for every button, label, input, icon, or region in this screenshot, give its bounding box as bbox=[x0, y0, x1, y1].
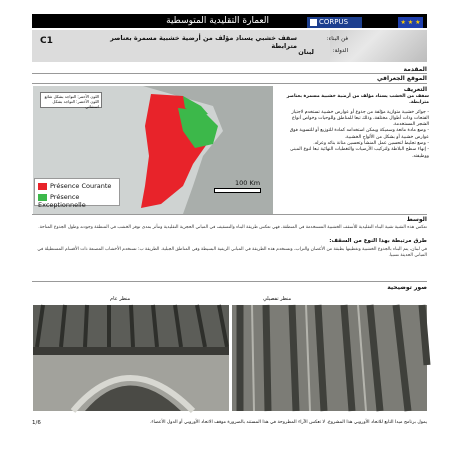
page-number: 1/6 bbox=[32, 420, 41, 426]
photo-caption-right: منظر تفصيلي bbox=[263, 296, 292, 302]
divider bbox=[32, 281, 427, 282]
divider bbox=[32, 83, 427, 84]
corpus-label: CORPUS bbox=[319, 18, 349, 26]
photo-detail-view bbox=[232, 305, 427, 411]
country-value: لبنان bbox=[298, 48, 314, 56]
scale-bar bbox=[214, 188, 261, 193]
eu-text: European Neighbourhood bbox=[428, 17, 459, 27]
photo-general-view bbox=[33, 305, 229, 411]
context-paragraph-2: في لبنان، يتم البناء بالجذوع الخشبية وتغطيتها بطبقة من الأغصان والتراب، وتستخدم هذه الطريقة في المباني الريفية البسيطة وفي المناطق الجبلية. الطريقة ب: تستخدم الأخشاب المصنعة ذات الأقسام المستطيلة في المباني الحديثة نسبيا. bbox=[37, 247, 427, 258]
key-exceptional-label: Présence Exceptionnelle bbox=[38, 193, 86, 209]
legend-line: اللون الأحمر: التواجد بشكل شائع bbox=[44, 94, 99, 99]
divider bbox=[32, 73, 427, 74]
section-geo: الموقع الجغرافي bbox=[376, 75, 427, 82]
strip-map-image bbox=[330, 30, 427, 62]
divider bbox=[32, 214, 427, 215]
section-definition: التعريف bbox=[403, 86, 427, 93]
map-key bbox=[34, 178, 120, 209]
context-paragraph: تعكس هذه التقنية تقنية البناء التقليدية للأسقف الخشبية المستخدمة في المنطقة، فهي تعكس طريقة البناء والتسقيف في المباني الحجرية التقليدية وتتأثر بمدى توفر الخشب في المنطقة وجودته وطول الجذوع المتاحة. bbox=[38, 225, 427, 230]
swatch-red-icon bbox=[38, 183, 47, 190]
eu-flag-icon: ★ ★ ★ bbox=[398, 17, 423, 28]
corpus-logo bbox=[307, 17, 362, 28]
photo-right-svg bbox=[232, 305, 427, 411]
definition-bullet: - وضع مادة مانعة وسميكة ويمكن استخدامه كمادة للتوزيع أو للتسوية فوق عوارض خشبية أو بشكل من الألواح الخشبية. bbox=[289, 128, 429, 140]
key-current-label: Présence Courante bbox=[50, 182, 112, 190]
map-legend-box bbox=[40, 92, 102, 108]
label-building: فن البناء: bbox=[326, 36, 348, 42]
definition-bullet: - وضع تجليط لتحسين عمل المنشأ وتحسين متانة بنائه وعزله. bbox=[313, 141, 429, 147]
photo-caption-left: منظر عام bbox=[110, 296, 131, 302]
doc-title: سقف خشبي يسناد مؤلف من أرضية خشبية مسمرة بعناصر مترابطة bbox=[110, 34, 297, 50]
related-heading: طرق مرتبطة بهذا النوع من السقف: bbox=[329, 238, 427, 244]
definition-heading: سقف من الخشب يسناد مؤلف من أرضية خشبية مسمرة بعناصر مترابطة. bbox=[286, 94, 429, 106]
swatch-green-icon bbox=[38, 194, 47, 201]
doc-code: C1 bbox=[40, 36, 53, 46]
legend-line: اللون الأخضر: التواجد بشكل استثنائي bbox=[52, 99, 99, 109]
section-context: الوسط bbox=[406, 216, 427, 223]
label-country: الدولة: bbox=[332, 48, 348, 54]
section-intro: المقدمة bbox=[403, 66, 427, 73]
key-exceptional bbox=[38, 193, 119, 209]
section-photos: صور توضيحية bbox=[387, 284, 427, 291]
corpus-mark-icon bbox=[310, 19, 317, 26]
page-header bbox=[32, 14, 459, 28]
header-title: العمارة التقليدية المتوسطية bbox=[166, 16, 269, 26]
definition-bullet: - جوائز خشبية متوازية مؤلفة من جذوع أو عوارض خشبية تستخدم لاجتياز الفتحات وذات أطوال مختلفة، وذلك تبعا للمناطق وللوحيات وخواص أنواع الشجر المستخدمة. bbox=[291, 109, 429, 128]
map-scale bbox=[214, 179, 261, 193]
photo-left-svg bbox=[33, 305, 229, 411]
footer-text: يمول برنامج ميدا التابع للاتحاد الأوروبي هذا المشروع. لا تعكس الآراء المطروحة في هذا المستند بالضرورة موقف الاتحاد الأوروبي أو الدول الأعضاء. bbox=[149, 420, 427, 425]
scale-label: 100 Km bbox=[235, 179, 261, 187]
key-current bbox=[38, 182, 111, 190]
definition-bullet: - إنهاء سطح البلاطة ولتركيب الأرضيات والتغطيات النهائية تبعا لنوع المبنى ووظيفته. bbox=[290, 147, 429, 159]
definition-text bbox=[283, 94, 429, 160]
